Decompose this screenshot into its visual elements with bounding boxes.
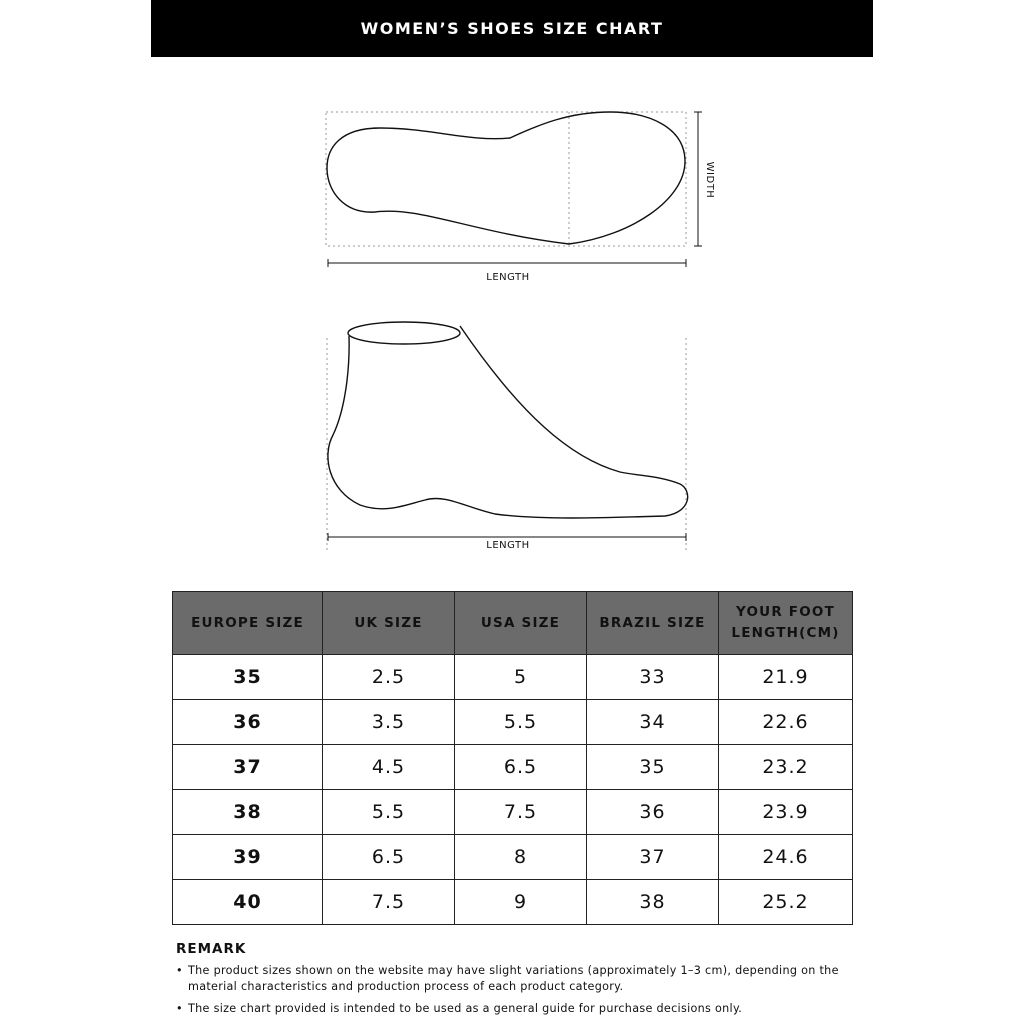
usa-size-cell: 8	[455, 835, 587, 880]
side-length-label: LENGTH	[486, 540, 530, 551]
uk-size-cell: 5.5	[323, 790, 455, 835]
foot-outline	[328, 326, 688, 518]
brazil-size-cell: 36	[587, 790, 719, 835]
column-header-europe: EUROPE SIZE	[173, 592, 323, 655]
sole-outline	[327, 112, 685, 244]
remark-list	[176, 963, 856, 1023]
page-title: WOMEN’S SHOES SIZE CHART	[360, 19, 664, 38]
column-header-usa: USA SIZE	[455, 592, 587, 655]
ankle-opening	[348, 322, 460, 344]
table-row	[173, 700, 853, 745]
europe-size-cell: 40	[173, 880, 323, 925]
table-header-row	[173, 592, 853, 655]
table-row	[173, 835, 853, 880]
brazil-size-cell: 33	[587, 655, 719, 700]
europe-size-cell: 36	[173, 700, 323, 745]
column-header-uk: UK SIZE	[323, 592, 455, 655]
foot-side-diagram	[327, 322, 688, 552]
europe-size-cell: 35	[173, 655, 323, 700]
brazil-size-cell: 38	[587, 880, 719, 925]
usa-size-cell: 5	[455, 655, 587, 700]
table-row	[173, 880, 853, 925]
sole-diagram	[326, 112, 715, 283]
europe-size-cell: 38	[173, 790, 323, 835]
size-chart-table	[172, 591, 853, 925]
foot-length-cell: 23.2	[719, 745, 853, 790]
remark-item: • The product sizes shown on the website may have slight variations (approximately 1–3 cm), depending on the material characteristics and production process of each product category.	[176, 963, 856, 995]
sole-length-label: LENGTH	[486, 272, 530, 283]
uk-size-cell: 3.5	[323, 700, 455, 745]
usa-size-cell: 6.5	[455, 745, 587, 790]
sole-width-label: WIDTH	[704, 161, 715, 199]
foot-length-cell: 24.6	[719, 835, 853, 880]
table-row	[173, 745, 853, 790]
table-row	[173, 655, 853, 700]
brazil-size-cell: 34	[587, 700, 719, 745]
europe-size-cell: 37	[173, 745, 323, 790]
table-row	[173, 790, 853, 835]
foot-length-cell: 23.9	[719, 790, 853, 835]
column-header-foot-length: YOUR FOOT LENGTH(CM)	[719, 592, 853, 655]
usa-size-cell: 7.5	[455, 790, 587, 835]
europe-size-cell: 39	[173, 835, 323, 880]
usa-size-cell: 5.5	[455, 700, 587, 745]
column-header-brazil: BRAZIL SIZE	[587, 592, 719, 655]
uk-size-cell: 7.5	[323, 880, 455, 925]
uk-size-cell: 4.5	[323, 745, 455, 790]
sole-bounding-box	[326, 112, 686, 246]
foot-length-cell: 22.6	[719, 700, 853, 745]
uk-size-cell: 2.5	[323, 655, 455, 700]
remark-item: • The size chart provided is intended to be used as a general guide for purchase decisions only.	[176, 1001, 856, 1017]
foot-length-cell: 21.9	[719, 655, 853, 700]
remark-title: REMARK	[176, 941, 247, 957]
foot-length-cell: 25.2	[719, 880, 853, 925]
uk-size-cell: 6.5	[323, 835, 455, 880]
brazil-size-cell: 37	[587, 835, 719, 880]
brazil-size-cell: 35	[587, 745, 719, 790]
usa-size-cell: 9	[455, 880, 587, 925]
